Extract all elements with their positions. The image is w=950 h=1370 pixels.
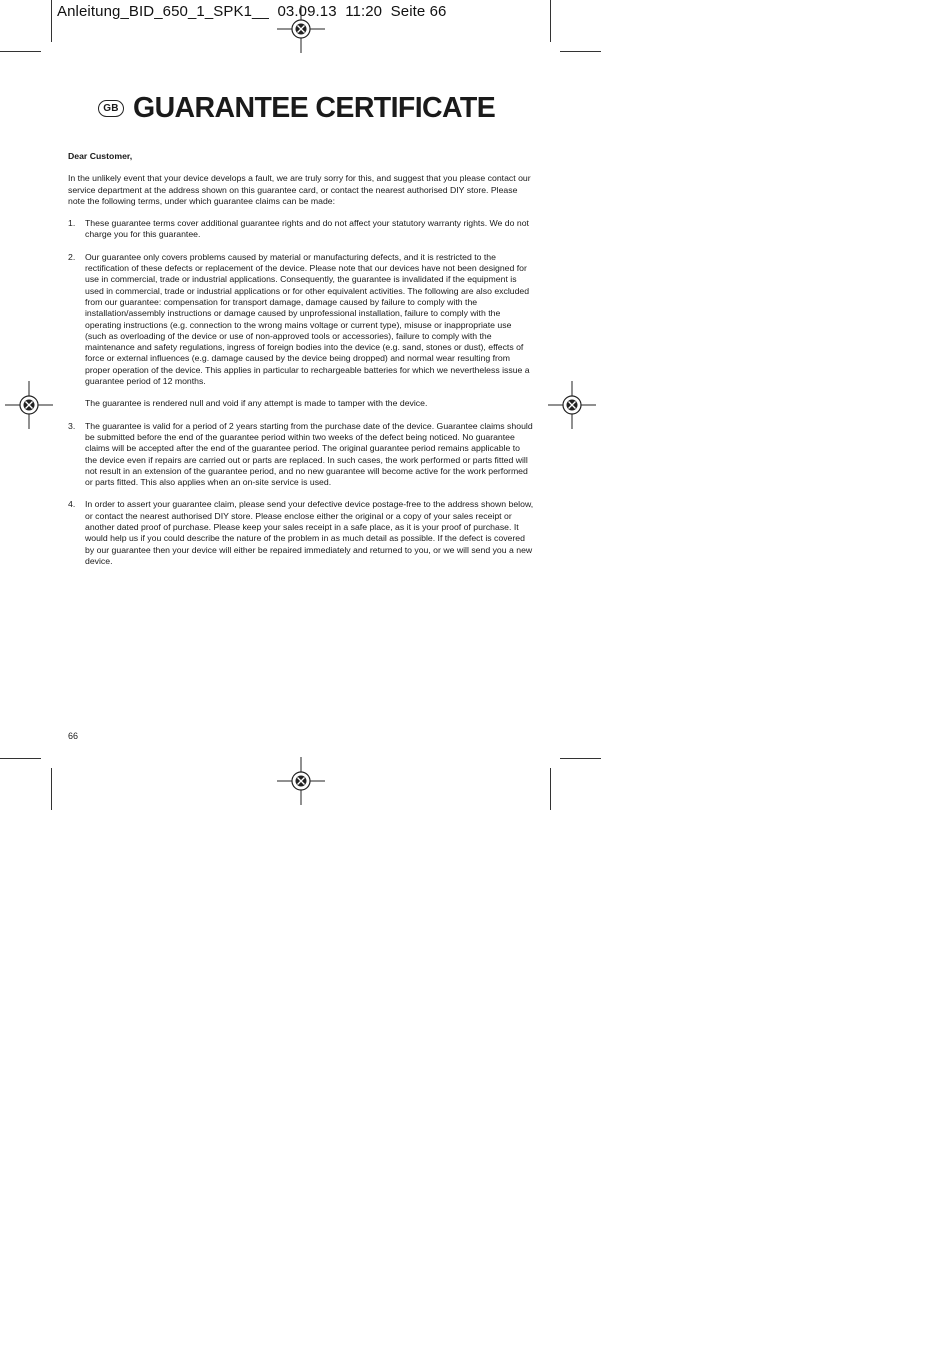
item-number: 1. xyxy=(68,218,76,229)
crop-mark-bottom-left-vertical xyxy=(51,768,52,810)
registration-mark-left-icon xyxy=(5,381,53,429)
item-paragraph: These guarantee terms cover additional guarantee rights and do not affect your statutory warranty rights. We do not charge you for this guarantee. xyxy=(85,218,529,240)
page-heading xyxy=(98,92,495,125)
print-slug: Anleitung_BID_650_1_SPK1__ 03.09.13 11:20 Seite 66 xyxy=(57,3,447,20)
crop-mark-top-right-horizontal xyxy=(560,51,601,52)
item-paragraph: The guarantee is rendered null and void if any attempt is made to tamper with the device. xyxy=(85,398,428,409)
item-paragraph: The guarantee is valid for a period of 2 years starting from the purchase date of the device. Guarantee claims should be submitted before the end of the guarantee period within two weeks of the defect being noticed. No guarantee claims will be accepted after the end of the guarantee period. The original guarantee period remains applicable to the device even if repairs are carried out or parts are replaced. In such cases, the work performed or parts fitted will not result in an extension of the guarantee period, and no new guarantee will become active for the work performed or parts fitted. This also applies when an on-site service is used. xyxy=(85,420,533,488)
item-paragraph: Our guarantee only covers problems caused by material or manufacturing defects, and it is restricted to the rectification of these defects or replacement of the device. Please note that our devices have not been designed for use in commercial, trade or industrial applications. Consequently, the guarantee is invalidated if the equipment is used in commercial, trade or industrial applications or for other equivalent activities. The following are also excluded from our guarantee: compensation for transport damage, damage caused by failure to comply with the installation/assembly instructions or damage caused by unprofessional installation, failure to comply with the operating instructions (e.g. connection to the wrong mains voltage or current type), misuse or inappropriate use (such as overloading of the device or use of non-approved tools or accessories), failure to comply with the maintenance and safety regulations, ingress of foreign bodies into the device (e.g. sand, stones or dust), effects of force or external influences (e.g. damage caused by the device being dropped) and normal wear resulting from proper operation of the device. This applies in particular to rechargeable batteries for which we nevertheless issue a guarantee period of 12 months. xyxy=(85,251,530,387)
crop-mark-bottom-right-horizontal xyxy=(560,758,601,759)
intro-paragraph: In the unlikely event that your device develops a fault, we are truly sorry for this, and suggest that you please contact our service department at the address shown on this guarantee card, or contact the nearest authorised DIY store. Please note the following terms, under which guarantee claims can be made: xyxy=(68,173,531,206)
terms-item-1 xyxy=(68,218,534,241)
crop-mark-top-right-vertical xyxy=(550,0,551,42)
item-number: 2. xyxy=(68,251,76,262)
crop-mark-bottom-left-horizontal xyxy=(0,758,41,759)
item-paragraph: In order to assert your guarantee claim, please send your defective device postage-free to the address shown below, or contact the nearest authorised DIY store. Please enclose either the original or a copy of your sales receipt or another dated proof of purchase. Please keep your sales receipt in a safe place, as it is your proof of purchase. It would help us if you could describe the nature of the problem in as much detail as possible. If the defect is covered by our guarantee then your device will either be repaired immediately and returned to you, or we will send you a new device. xyxy=(85,499,534,566)
item-number: 3. xyxy=(68,420,76,431)
crop-mark-top-left-vertical xyxy=(51,0,52,42)
crop-mark-bottom-right-vertical xyxy=(550,768,551,810)
terms-item-3 xyxy=(68,421,534,489)
registration-mark-top-icon xyxy=(277,5,325,53)
terms-item-2 xyxy=(68,252,534,410)
greeting: Dear Customer, xyxy=(68,151,133,161)
terms-item-4 xyxy=(68,499,534,567)
document-body xyxy=(68,151,534,578)
region-badge: GB xyxy=(98,100,124,117)
item-number: 4. xyxy=(68,499,76,510)
crop-mark-top-left-horizontal xyxy=(0,51,41,52)
registration-mark-bottom-icon xyxy=(277,757,325,805)
page-number: 66 xyxy=(68,731,79,741)
page-title: GUARANTEE CERTIFICATE xyxy=(133,92,496,124)
registration-mark-right-icon xyxy=(548,381,596,429)
